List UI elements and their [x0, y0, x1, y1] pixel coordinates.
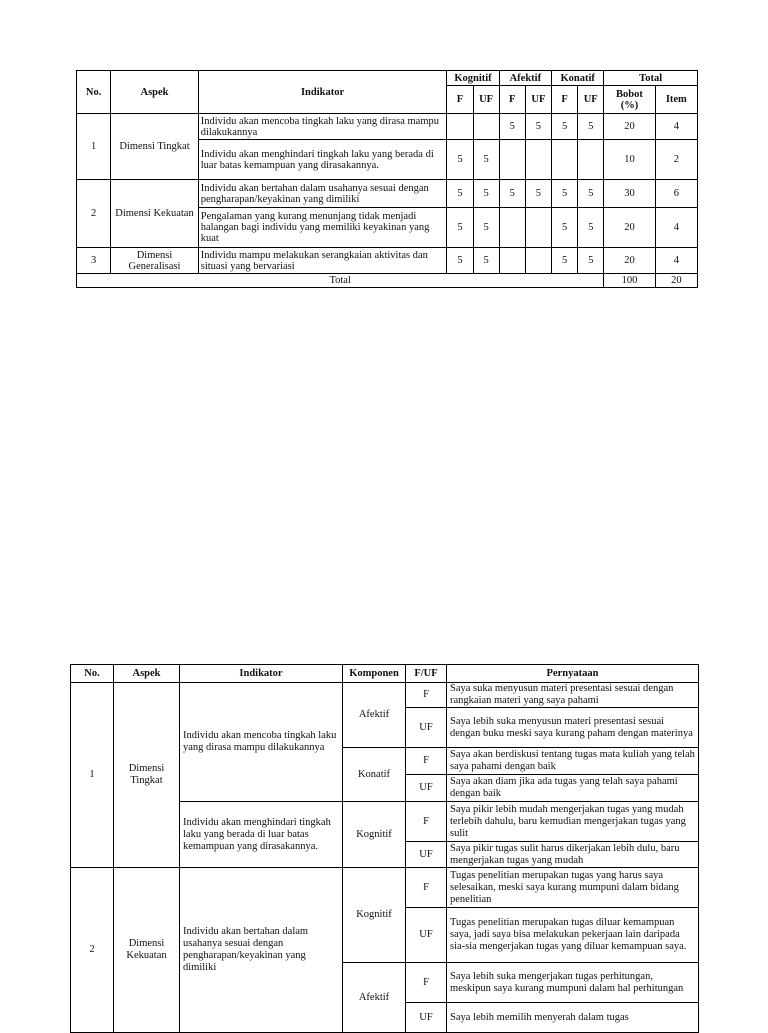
cell-item: 4: [655, 114, 697, 140]
cell-konatif-f: 5: [551, 248, 577, 274]
header-bobot: Bobot (%): [604, 86, 655, 114]
cell-kognitif-uf: 5: [473, 140, 499, 180]
header-fuf: F/UF: [406, 665, 447, 683]
cell-konatif-uf: 5: [578, 248, 604, 274]
row-indikator: Individu akan mencoba tingkah laku yang dirasa mampu dilakukannya: [198, 114, 447, 140]
row-aspek: Dimensi Tingkat: [111, 114, 199, 180]
row-indikator: Individu akan menghindari tingkah laku yang berada di luar batas kemampuan yang dirasakannya.: [198, 140, 447, 180]
cell-afektif-f: [499, 208, 525, 248]
total-label: Total: [77, 274, 604, 288]
row-type: UF: [406, 908, 447, 963]
header-uf: UF: [525, 86, 551, 114]
cell-konatif-uf: 5: [578, 114, 604, 140]
header-pernyataan: Pernyataan: [447, 665, 699, 683]
table-row: [71, 868, 699, 908]
cell-konatif-f: [551, 140, 577, 180]
row-type: UF: [406, 1003, 447, 1033]
header-komponen: Komponen: [343, 665, 406, 683]
row-komponen: Afektif: [343, 963, 406, 1033]
total-item: 20: [655, 274, 697, 288]
cell-afektif-uf: [525, 248, 551, 274]
row-indikator: Individu mampu melakukan serangkaian aktivitas dan situasi yang bervariasi: [198, 248, 447, 274]
statement-table: [70, 664, 699, 1033]
cell-kognitif-f: [447, 114, 473, 140]
row-number: 2: [71, 868, 114, 1033]
row-pernyataan: Saya pikir tugas sulit harus dikerjakan lebih dulu, baru mengerjakan tugas yang mudah: [447, 842, 699, 868]
header-indikator: Indikator: [198, 71, 447, 114]
row-komponen: Kognitif: [343, 802, 406, 868]
cell-bobot: 10: [604, 140, 655, 180]
row-pernyataan: Saya lebih suka mengerjakan tugas perhitungan, meskipun saya kurang mumpuni dalam hal perhitungan: [447, 963, 699, 1003]
cell-kognitif-f: 5: [447, 180, 473, 208]
header-no: No.: [77, 71, 111, 114]
cell-konatif-f: 5: [551, 180, 577, 208]
cell-konatif-uf: [578, 140, 604, 180]
cell-bobot: 30: [604, 180, 655, 208]
row-type: UF: [406, 775, 447, 802]
cell-afektif-uf: 5: [525, 180, 551, 208]
header-afektif: Afektif: [499, 71, 551, 86]
row-aspek: Dimensi Kekuatan: [114, 868, 180, 1033]
cell-item: 4: [655, 248, 697, 274]
row-number: 1: [77, 114, 111, 180]
row-type: UF: [406, 842, 447, 868]
header-indikator: Indikator: [180, 665, 343, 683]
header-kognitif: Kognitif: [447, 71, 499, 86]
cell-afektif-f: 5: [499, 114, 525, 140]
row-indikator: Individu akan menghindari tingkah laku yang berada di luar batas kemampuan yang dirasakannya.: [180, 802, 343, 868]
blueprint-table: [76, 70, 698, 288]
total-bobot: 100: [604, 274, 655, 288]
row-indikator: Individu akan bertahan dalam usahanya sesuai dengan pengharapan/keyakinan yang dimiliki: [180, 868, 343, 1033]
header-row: [71, 665, 699, 683]
header-konatif: Konatif: [551, 71, 603, 86]
cell-kognitif-f: 5: [447, 208, 473, 248]
header-f: F: [551, 86, 577, 114]
cell-kognitif-uf: 5: [473, 180, 499, 208]
row-komponen: Afektif: [343, 683, 406, 748]
header-f: F: [447, 86, 473, 114]
row-type: F: [406, 802, 447, 842]
row-pernyataan: Saya lebih suka menyusun materi presentasi sesuai dengan buku meski saya kurang paham dengan materinya: [447, 708, 699, 748]
cell-item: 4: [655, 208, 697, 248]
row-indikator: Individu akan mencoba tingkah laku yang dirasa mampu dilakukannya: [180, 683, 343, 802]
row-pernyataan: Saya lebih memilih menyerah dalam tugas: [447, 1003, 699, 1033]
header-aspek: Aspek: [111, 71, 199, 114]
row-aspek: Dimensi Kekuatan: [111, 180, 199, 248]
header-uf: UF: [473, 86, 499, 114]
row-number: 3: [77, 248, 111, 274]
cell-afektif-uf: [525, 140, 551, 180]
header-aspek: Aspek: [114, 665, 180, 683]
table-row: [71, 683, 699, 708]
cell-kognitif-uf: [473, 114, 499, 140]
row-type: F: [406, 868, 447, 908]
cell-afektif-f: 5: [499, 180, 525, 208]
cell-afektif-uf: [525, 208, 551, 248]
row-type: F: [406, 748, 447, 775]
row-aspek: Dimensi Tingkat: [114, 683, 180, 868]
table-row: [77, 180, 698, 208]
table-row: [77, 248, 698, 274]
cell-bobot: 20: [604, 208, 655, 248]
row-type: F: [406, 683, 447, 708]
cell-afektif-f: [499, 140, 525, 180]
row-aspek: Dimensi Generalisasi: [111, 248, 199, 274]
table-row: [77, 114, 698, 140]
row-pernyataan: Saya suka menyusun materi presentasi sesuai dengan rangkaian materi yang saya pahami: [447, 683, 699, 708]
cell-kognitif-uf: 5: [473, 208, 499, 248]
cell-afektif-uf: 5: [525, 114, 551, 140]
row-number: 2: [77, 180, 111, 248]
row-pernyataan: Tugas penelitian merupakan tugas yang harus saya selesaikan, meski saya kurang mumpuni dalam bidang penelitian: [447, 868, 699, 908]
cell-bobot: 20: [604, 114, 655, 140]
row-pernyataan: Saya akan berdiskusi tentang tugas mata kuliah yang telah saya pahami dengan baik: [447, 748, 699, 775]
cell-kognitif-f: 5: [447, 140, 473, 180]
cell-bobot: 20: [604, 248, 655, 274]
cell-kognitif-f: 5: [447, 248, 473, 274]
cell-konatif-uf: 5: [578, 208, 604, 248]
row-type: F: [406, 963, 447, 1003]
cell-afektif-f: [499, 248, 525, 274]
header-uf: UF: [578, 86, 604, 114]
header-total: Total: [604, 71, 698, 86]
row-number: 1: [71, 683, 114, 868]
row-komponen: Kognitif: [343, 868, 406, 963]
cell-kognitif-uf: 5: [473, 248, 499, 274]
row-pernyataan: Tugas penelitian merupakan tugas diluar kemampuan saya, jadi saya bisa melakukan pekerjaan lain daripada sia-sia mengerjakan tugas yang diluar kemampuan saya.: [447, 908, 699, 963]
row-pernyataan: Saya pikir lebih mudah mengerjakan tugas yang mudah terlebih dahulu, baru kemudian mengerjakan tugas yang sulit: [447, 802, 699, 842]
row-indikator: Pengalaman yang kurang menunjang tidak menjadi halangan bagi individu yang memiliki keyakinan yang kuat: [198, 208, 447, 248]
cell-item: 2: [655, 140, 697, 180]
header-f: F: [499, 86, 525, 114]
cell-item: 6: [655, 180, 697, 208]
header-item: Item: [655, 86, 697, 114]
total-row: [77, 274, 698, 288]
row-type: UF: [406, 708, 447, 748]
cell-konatif-f: 5: [551, 208, 577, 248]
row-pernyataan: Saya akan diam jika ada tugas yang telah saya pahami dengan baik: [447, 775, 699, 802]
header-row: [77, 71, 698, 86]
header-no: No.: [71, 665, 114, 683]
cell-konatif-f: 5: [551, 114, 577, 140]
cell-konatif-uf: 5: [578, 180, 604, 208]
row-indikator: Individu akan bertahan dalam usahanya sesuai dengan pengharapan/keyakinan yang dimiliki: [198, 180, 447, 208]
row-komponen: Konatif: [343, 748, 406, 802]
